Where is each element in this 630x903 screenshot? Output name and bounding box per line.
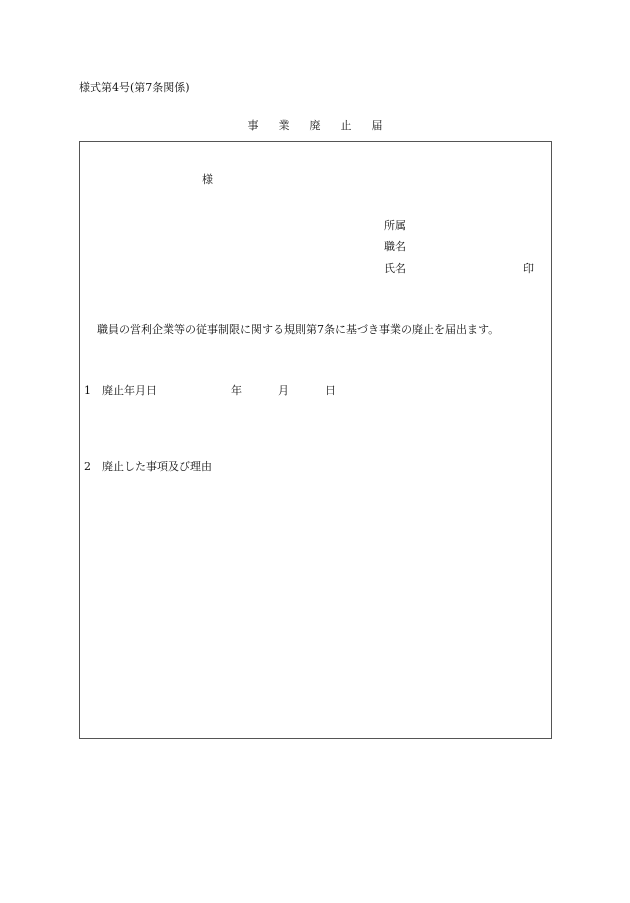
- item-1-label: 廃止年月日: [102, 384, 157, 397]
- name-label: 氏名: [384, 262, 406, 275]
- year-unit: 年: [231, 384, 242, 397]
- affiliation-label: 所属: [384, 219, 406, 232]
- addressee-suffix: 様: [202, 173, 213, 186]
- form-frame: [79, 141, 552, 739]
- position-label: 職名: [384, 240, 406, 253]
- form-number: 様式第4号(第7条関係): [79, 81, 190, 94]
- item-2-label: 廃止した事項及び理由: [102, 460, 212, 473]
- notification-statement: 職員の営利企業等の従事制限に関する規則第7条に基づき事業の廃止を届出ます。: [97, 323, 500, 336]
- day-unit: 日: [325, 384, 336, 397]
- month-unit: 月: [278, 384, 289, 397]
- item-1-number: 1: [84, 384, 91, 397]
- document-title: 事業廃止届: [247, 119, 403, 132]
- item-2-number: 2: [84, 460, 91, 473]
- seal-mark: 印: [523, 262, 534, 275]
